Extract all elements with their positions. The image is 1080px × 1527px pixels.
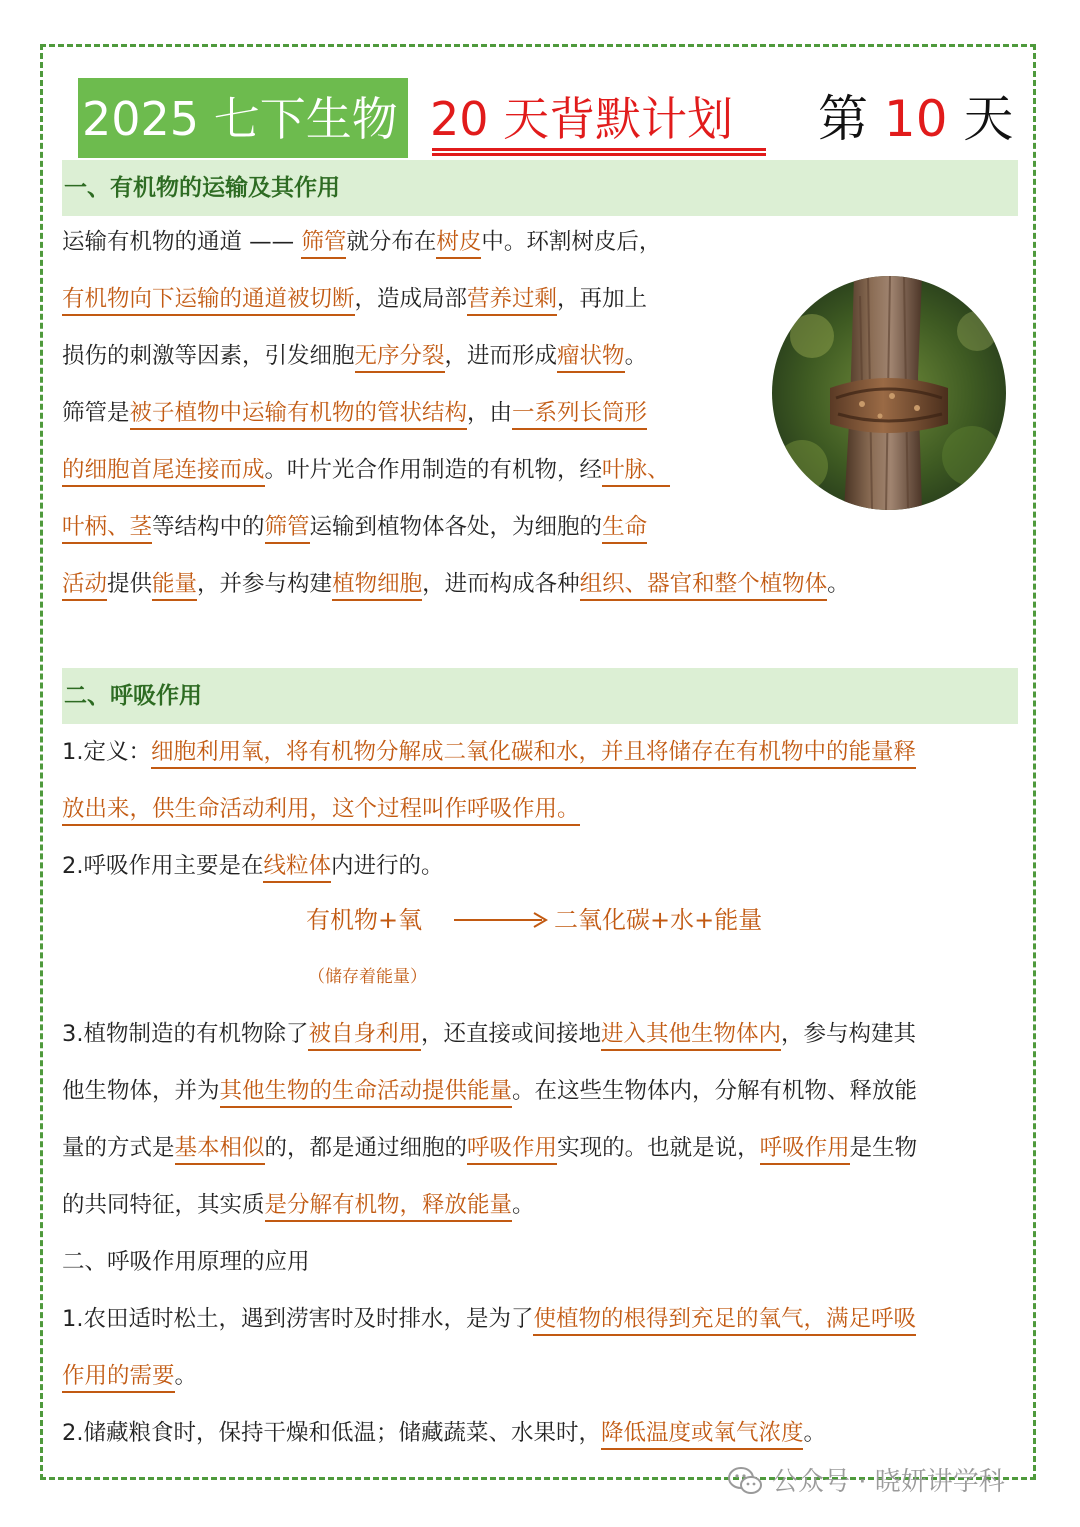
section1-line bbox=[62, 271, 752, 328]
text-segment: ，进而构成各种 bbox=[422, 571, 580, 597]
section2-body bbox=[62, 1006, 1018, 1462]
section-heading-transport: 一、有机物的运输及其作用 bbox=[62, 160, 1018, 216]
text-segment: 量的方式是 bbox=[62, 1135, 175, 1161]
reaction-arrow-icon bbox=[452, 906, 552, 934]
subheading-applications bbox=[62, 1234, 1018, 1291]
section1-line bbox=[62, 385, 752, 442]
key-term: 降低温度或氧气浓度 bbox=[601, 1420, 804, 1450]
section2-line bbox=[62, 1291, 1018, 1348]
text-segment: 损伤的刺激等因素，引发细胞 bbox=[62, 343, 355, 369]
wechat-icon bbox=[728, 1466, 762, 1496]
text-segment: 是生物 bbox=[849, 1135, 918, 1161]
title-day: 第 10 天 bbox=[818, 90, 1014, 148]
text-segment: 他生物体，并为 bbox=[62, 1078, 220, 1104]
text-segment: 二、呼吸作用原理的应用 bbox=[62, 1249, 310, 1275]
text-segment: 1.定义： bbox=[62, 739, 151, 765]
key-term: 被自身利用 bbox=[308, 1021, 421, 1051]
text-segment: 。 bbox=[174, 1363, 198, 1389]
text-segment: ，进而形成 bbox=[444, 343, 558, 369]
text-segment: 实现的。也就是说， bbox=[557, 1135, 760, 1161]
key-term: 无序分裂 bbox=[355, 343, 445, 373]
text-segment: 就分布在 bbox=[346, 229, 437, 255]
text-segment: ，造成局部 bbox=[354, 286, 468, 312]
key-term: 组织、器官和整个植物体 bbox=[580, 571, 828, 601]
equation-products: 二氧化碳+水+能量 bbox=[554, 906, 763, 934]
text-segment: 1.农田适时松土，遇到涝害时及时排水，是为了 bbox=[62, 1306, 534, 1332]
key-term: 树皮 bbox=[436, 229, 481, 259]
key-term: 是分解有机物，释放能量 bbox=[265, 1192, 513, 1222]
text-segment: 提供 bbox=[107, 571, 153, 597]
text-segment: 2.呼吸作用主要是在 bbox=[62, 853, 264, 879]
key-term: 生命 bbox=[602, 514, 647, 544]
section1-line bbox=[62, 556, 1018, 613]
text-segment: 的共同特征，其实质 bbox=[62, 1192, 265, 1218]
key-term: 有机物向下运输的通道被切断 bbox=[62, 286, 355, 316]
text-segment: 中。环割树皮后， bbox=[481, 229, 662, 255]
text-segment: 。 bbox=[803, 1420, 826, 1446]
section2-definition bbox=[62, 724, 1018, 895]
key-term: 线粒体 bbox=[263, 853, 331, 883]
section2-line bbox=[62, 1063, 1018, 1120]
title-underline-1 bbox=[432, 148, 766, 151]
section1-line bbox=[62, 214, 752, 271]
key-term: 营养过剩 bbox=[467, 286, 557, 316]
key-term: 基本相似 bbox=[175, 1135, 265, 1165]
watermark-text: 公众号 · 晓妍讲学科 bbox=[772, 1467, 1005, 1497]
key-term: 放出来，供生命活动利用，这个过程叫作呼吸作用。 bbox=[62, 796, 580, 826]
text-segment: 。 bbox=[512, 1192, 535, 1218]
section2-line bbox=[62, 1120, 1018, 1177]
key-term: 植物细胞 bbox=[332, 571, 422, 601]
section2-line bbox=[62, 1006, 1018, 1063]
text-segment: 运输有机物的通道 —— bbox=[62, 229, 302, 255]
text-segment: ，再加上 bbox=[557, 286, 648, 312]
text-segment: 。 bbox=[827, 571, 850, 597]
section2-line bbox=[62, 1177, 1018, 1234]
key-term: 筛管 bbox=[301, 229, 346, 259]
text-segment: 。 bbox=[624, 343, 648, 369]
key-term: 细胞利用氧，将有机物分解成二氧化碳和水，并且将储存在有机物中的能量释 bbox=[151, 739, 916, 769]
section1-line bbox=[62, 328, 752, 385]
text-segment: 2.储藏粮食时，保持干燥和低温；储藏蔬菜、水果时， bbox=[62, 1420, 601, 1446]
key-term: 使植物的根得到充足的氧气，满足呼吸 bbox=[533, 1306, 916, 1336]
key-term: 活动 bbox=[62, 571, 107, 601]
section1-line bbox=[62, 442, 782, 499]
girdled-tree-trunk-image bbox=[772, 276, 1006, 510]
text-segment: ，参与构建其 bbox=[781, 1021, 917, 1047]
text-segment: 筛管是 bbox=[62, 400, 130, 426]
key-term: 其他生物的生命活动提供能量 bbox=[220, 1078, 513, 1108]
key-term: 一系列长筒形 bbox=[512, 400, 647, 430]
text-segment: 。在这些生物体内，分解有机物、释放能 bbox=[512, 1078, 918, 1104]
key-term: 的细胞首尾连接而成 bbox=[62, 457, 265, 487]
text-segment: 运输到植物体各处，为细胞的 bbox=[309, 514, 603, 540]
text-segment: ，还直接或间接地 bbox=[420, 1021, 601, 1047]
section2-line bbox=[62, 838, 1018, 895]
key-term: 呼吸作用 bbox=[467, 1135, 557, 1165]
key-term: 呼吸作用 bbox=[760, 1135, 850, 1165]
key-term: 筛管 bbox=[265, 514, 310, 544]
text-segment: 等结构中的 bbox=[152, 514, 265, 540]
equation-reactants: 有机物+氧 bbox=[306, 906, 423, 934]
key-term: 作用的需要 bbox=[62, 1363, 175, 1393]
key-term: 叶脉、 bbox=[602, 457, 670, 487]
section1-line bbox=[62, 499, 752, 556]
equation-note: （储存着能量） bbox=[308, 967, 427, 987]
key-term: 进入其他生物体内 bbox=[601, 1021, 781, 1051]
key-term: 瘤状物 bbox=[557, 343, 625, 373]
section2-line bbox=[62, 724, 1018, 781]
title-subject: 2025 七下生物 bbox=[78, 78, 408, 158]
key-term: 能量 bbox=[152, 571, 197, 601]
text-segment: 3.植物制造的有机物除了 bbox=[62, 1021, 309, 1047]
title-plan: 20 天背默计划 bbox=[430, 92, 734, 146]
title-underline-2 bbox=[432, 153, 766, 156]
key-term: 叶柄、茎 bbox=[62, 514, 152, 544]
text-segment: ，由 bbox=[467, 400, 513, 426]
text-segment: 的，都是通过细胞的 bbox=[264, 1135, 468, 1161]
text-segment: 内进行的。 bbox=[330, 853, 444, 879]
text-segment: ，并参与构建 bbox=[197, 571, 333, 597]
key-term: 被子植物中运输有机物的管状结构 bbox=[130, 400, 468, 430]
section2-line bbox=[62, 1348, 1018, 1405]
section2-line bbox=[62, 1405, 1018, 1462]
section2-line bbox=[62, 781, 1018, 838]
text-segment: 。叶片光合作用制造的有机物，经 bbox=[264, 457, 603, 483]
day-number: 10 bbox=[883, 90, 948, 148]
section-heading-respiration: 二、呼吸作用 bbox=[62, 668, 1018, 724]
